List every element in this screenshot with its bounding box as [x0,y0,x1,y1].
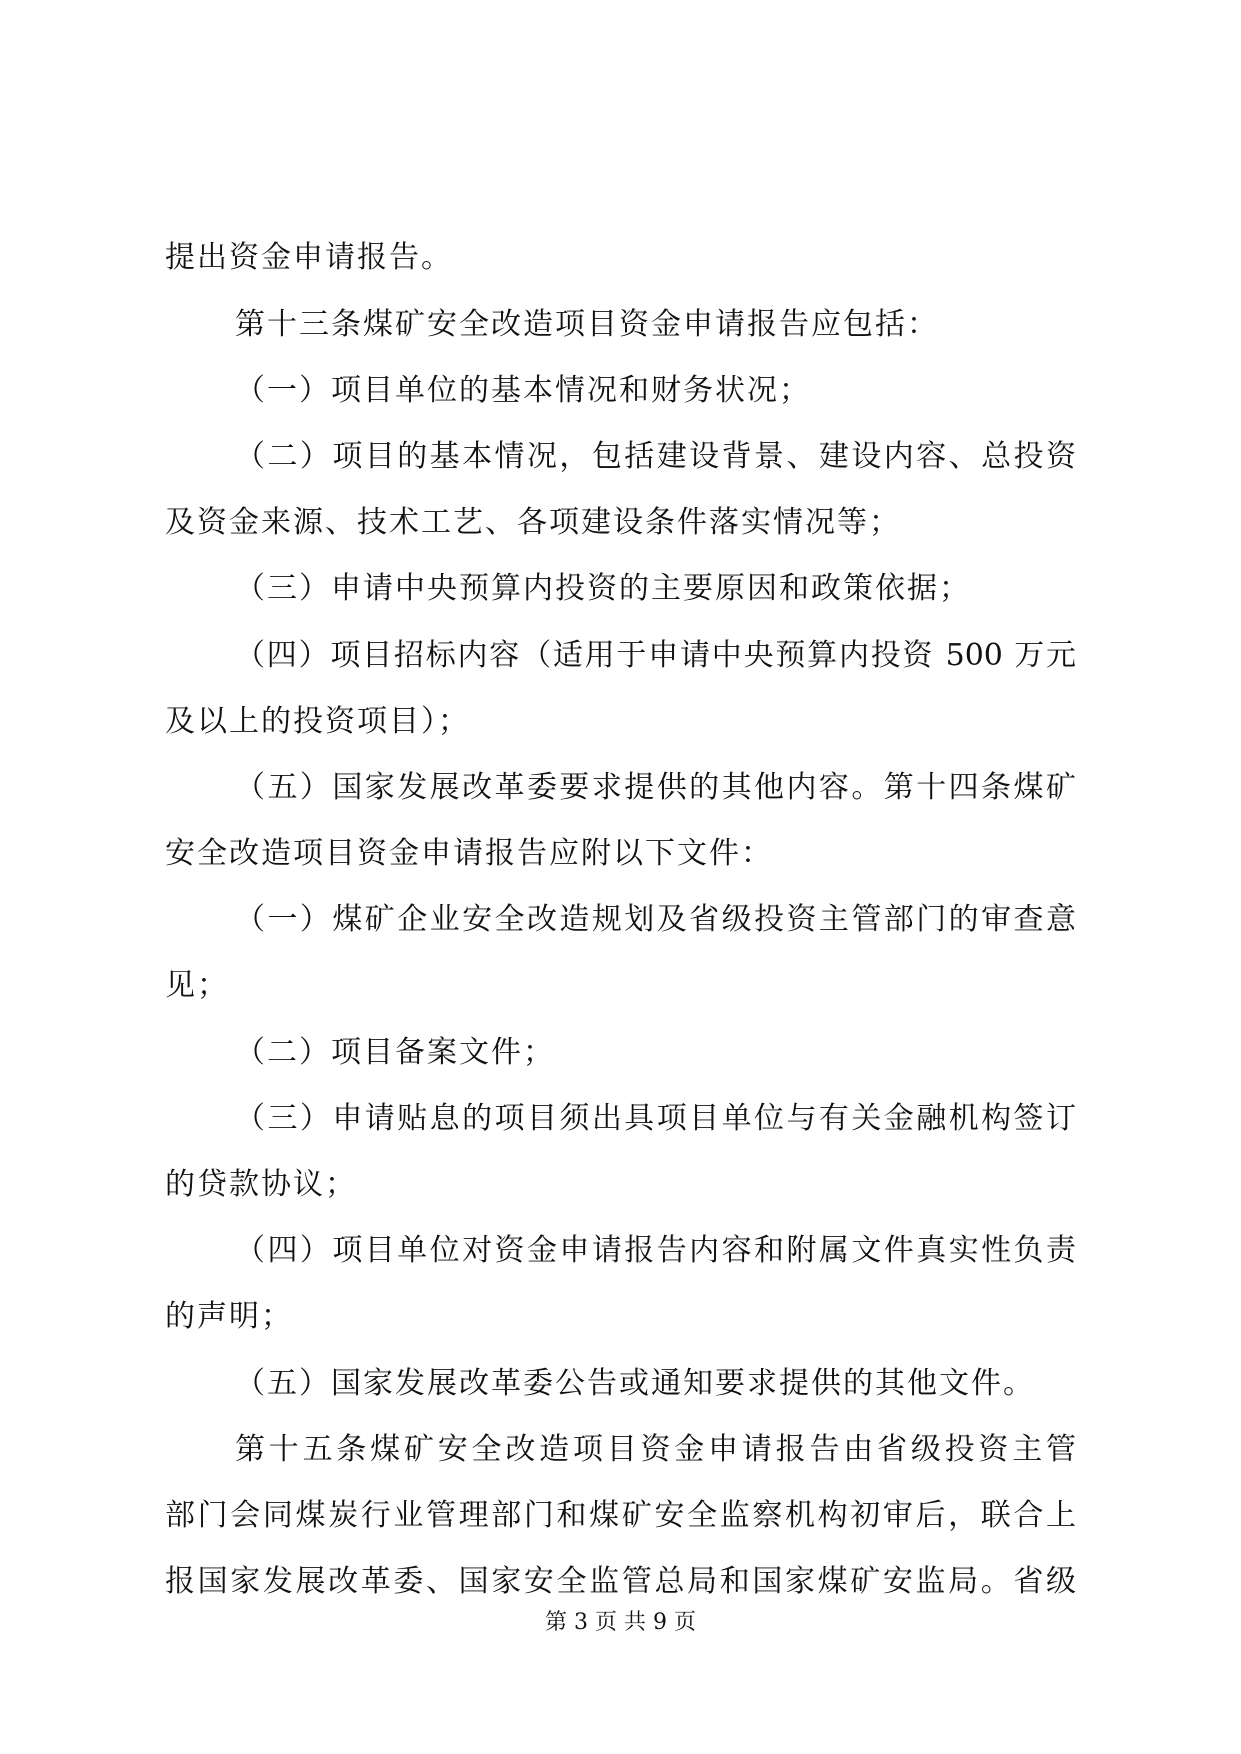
text-line: （一）项目单位的基本情况和财务状况； [235,373,811,408]
text-line: （三）申请中央预算内投资的主要原因和政策依据； [235,571,971,606]
text-line: 提出资金申请报告。 [165,240,453,275]
text-line: （四）项目单位对资金申请报告内容和附属文件真实性负责 [235,1233,1076,1268]
text-line: 的声明； [165,1299,293,1334]
text-line: （一）煤矿企业安全改造规划及省级投资主管部门的审查意 [235,902,1076,937]
text-line: （二）项目备案文件； [235,1035,555,1070]
text-line: （四）项目招标内容（适用于申请中央预算内投资 500 万元 [235,638,1076,673]
text-line: （三）申请贴息的项目须出具项目单位与有关金融机构签订 [235,1101,1076,1136]
text-line: 见； [165,968,229,1003]
text-line: （五）国家发展改革委公告或通知要求提供的其他文件。 [235,1366,1035,1401]
text-line: 第十五条煤矿安全改造项目资金申请报告由省级投资主管 [235,1432,1076,1467]
text-line: 部门会同煤炭行业管理部门和煤矿安全监察机构初审后，联合上 [165,1498,1076,1533]
text-line: 第十三条煤矿安全改造项目资金申请报告应包括： [235,307,939,342]
text-line: 及以上的投资项目）； [165,704,470,739]
text-line: 安全改造项目资金申请报告应附以下文件： [165,836,773,871]
page-number-footer: 第 3 页 共 9 页 [545,1610,696,1635]
text-line: （五）国家发展改革委要求提供的其他内容。第十四条煤矿 [235,770,1076,805]
text-line: （二）项目的基本情况，包括建设背景、建设内容、总投资 [235,439,1076,474]
text-line: 报国家发展改革委、国家安全监管总局和国家煤矿安监局。省级 [165,1564,1076,1599]
text-line: 及资金来源、技术工艺、各项建设条件落实情况等； [165,505,901,540]
text-line: 的贷款协议； [165,1167,357,1202]
